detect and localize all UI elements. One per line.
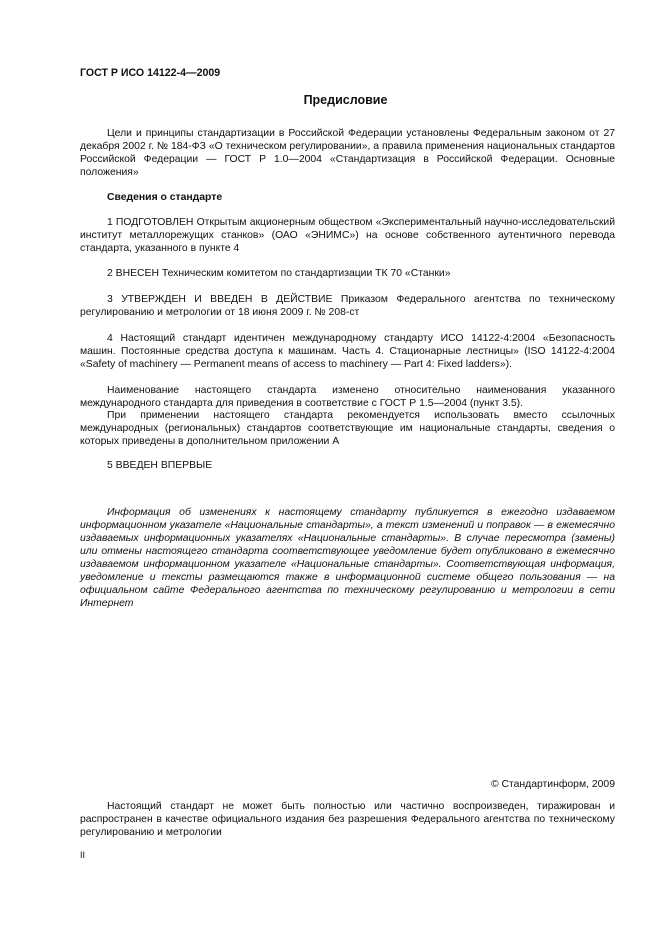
item-1: 1 ПОДГОТОВЛЕН Открытым акционерным обществом «Экспериментальный научно-исследовательский институт металлорежущих станков» (ОАО «ЭНИМС») на основе собственного аутентичного перевода стандарта, указанного в пункте 4 <box>80 217 615 254</box>
rights-paragraph: Настоящий стандарт не может быть полностью или частично воспроизведен, тиражирован и распространен в качестве официального издания без разрешения Федерального агентства по техническому регулированию и метрологии <box>80 801 615 838</box>
copyright: © Стандартинформ, 2009 <box>490 779 615 790</box>
intro-paragraph: Цели и принципы стандартизации в Российской Федерации установлены Федеральным законом от 27 декабря 2002 г. № 184-ФЗ «О техническом регулировании», а правила применения национальных стандартов Российской Федерации — ГОСТ Р 1.0—2004 «Стандартизация в Российской Федерации. Основные положения» <box>80 128 615 178</box>
item-3: 3 УТВЕРЖДЕН И ВВЕДЕН В ДЕЙСТВИЕ Приказом Федерального агентства по техническому регулированию и метрологии от 18 июня 2009 г. № 208-ст <box>80 294 615 318</box>
section-heading: Сведения о стандарте <box>107 192 223 203</box>
item-4: 4 Настоящий стандарт идентичен международному стандарту ИСО 14122-4:2004 «Безопасность машин. Постоянные средства доступа к машинам. Часть 4. Стационарные лестницы» (ISO 14122-4:2004 «Safety of machinery — Permanent means of access to machinery — Part 4: Fixed ladders»). <box>80 333 615 370</box>
item-2: 2 ВНЕСЕН Техническим комитетом по стандартизации ТК 70 «Станки» <box>107 268 451 279</box>
item-5: 5 ВВЕДЕН ВПЕРВЫЕ <box>107 460 213 471</box>
item-4-note-1: Наименование настоящего стандарта изменено относительно наименования указанного международного стандарта для приведения в соответствие с ГОСТ Р 1.5—2004 (пункт 3.5). <box>80 385 615 409</box>
info-paragraph: Информация об изменениях к настоящему стандарту публикуется в ежегодно издаваемом информационном указателе «Национальные стандарты», а текст изменений и поправок — в ежемесячно издаваемых информационных указателях «Национальные стандарты». В случае пересмотра (замены) или отмены настоящего стандарта соответствующее уведомление будет опубликовано в ежемесячно издаваемом информационном указателе «Национальные стандарты». Соответствующая информация, уведомление и тексты размещаются также в информационной системе общего пользования — на официальном сайте Федерального агентства по техническому регулированию и метрологии в сети Интернет <box>80 507 615 609</box>
page-number: II <box>80 850 86 860</box>
page-title: Предисловие <box>303 93 388 107</box>
document-header: ГОСТ Р ИСО 14122-4—2009 <box>80 67 221 79</box>
item-4-note-2: При применении настоящего стандарта рекомендуется использовать вместо ссылочных международных (региональных) стандартов соответствующие им национальные стандарты, сведения о которых приведены в дополнительном приложении А <box>80 410 615 447</box>
